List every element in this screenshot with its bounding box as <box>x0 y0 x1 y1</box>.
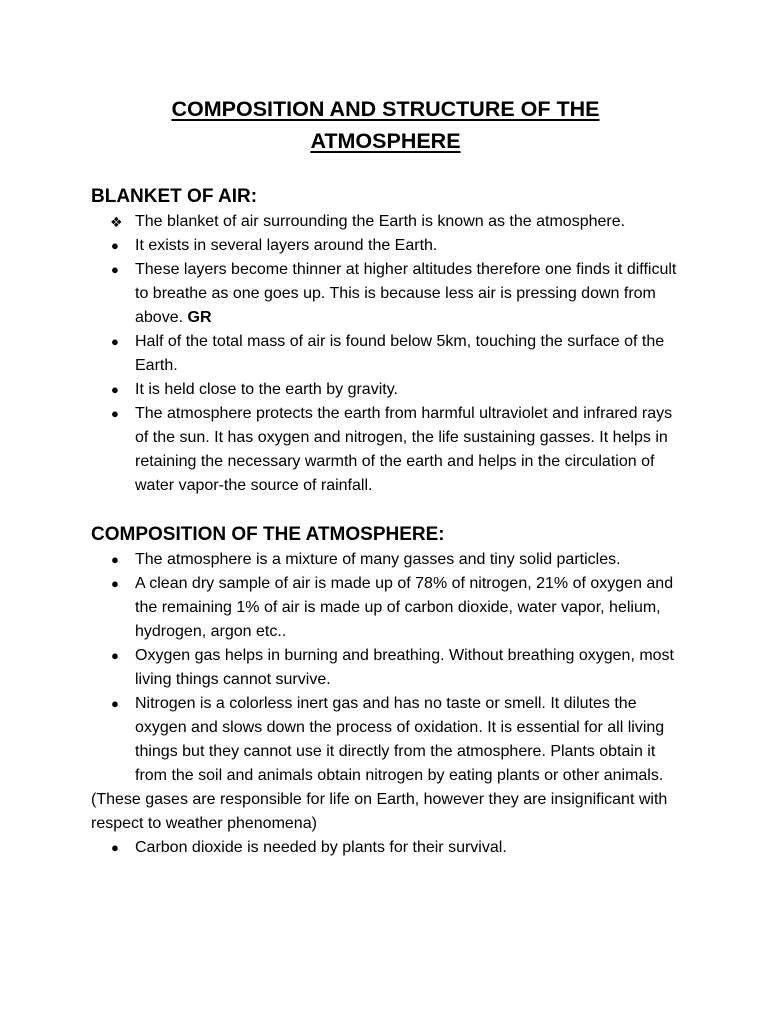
section-composition <box>91 522 680 860</box>
section-heading: BLANKET OF AIR: <box>91 186 258 207</box>
list-item <box>91 210 680 234</box>
section-blanket-of-air <box>91 184 680 498</box>
list-item <box>91 836 680 860</box>
bullet-icon: ● <box>111 406 119 421</box>
list-item-text: These layers become thinner at higher altitudes therefore one finds it difficult to breathe as one goes up. This is because less air is pressing down from above. <box>135 261 677 326</box>
list-item-text: It is held close to the earth by gravity. <box>135 381 398 398</box>
list-item <box>91 234 680 258</box>
list-item-text: The blanket of air surrounding the Earth is known as the atmosphere. <box>135 213 626 230</box>
bold-annotation: GR <box>187 309 212 326</box>
list-item <box>91 330 680 378</box>
list-item <box>91 572 680 644</box>
bullet-list <box>91 548 680 788</box>
note-paragraph: (These gases are responsible for life on Earth, however they are insignificant with respect to weather phenomena) <box>91 791 668 832</box>
list-item <box>91 378 680 402</box>
diamond-bullet-icon: ❖ <box>110 214 123 230</box>
bullet-icon: ● <box>111 334 119 349</box>
list-item <box>91 548 680 572</box>
bullet-icon: ● <box>111 696 119 711</box>
list-item-text: It exists in several layers around the Earth. <box>135 237 438 254</box>
list-item-text: Nitrogen is a colorless inert gas and has no taste or smell. It dilutes the oxygen and slows down the process of oxidation. It is essential for all living things but they cannot use it directly from the atmosphere. Plants obtain it from the soil and animals obtain nitrogen by eating plants or other animals. <box>135 695 665 784</box>
bullet-icon: ● <box>111 238 119 253</box>
list-item-text: The atmosphere is a mixture of many gasses and tiny solid particles. <box>135 551 621 568</box>
list-item-text: Oxygen gas helps in burning and breathing. Without breathing oxygen, most living things cannot survive. <box>135 647 674 688</box>
document-title: COMPOSITION AND STRUCTURE OF THE ATMOSPHERE <box>171 97 600 153</box>
bullet-list <box>91 210 680 498</box>
list-item <box>91 644 680 692</box>
bullet-icon: ● <box>111 262 119 277</box>
list-item-text: Half of the total mass of air is found below 5km, touching the surface of the Earth. <box>135 333 665 374</box>
bullet-icon: ● <box>111 840 119 855</box>
bullet-icon: ● <box>111 576 119 591</box>
list-item <box>91 258 680 330</box>
list-item <box>91 402 680 498</box>
list-item-text: The atmosphere protects the earth from harmful ultraviolet and infrared rays of the sun. It has oxygen and nitrogen, the life sustaining gasses. It helps in retaining the necessary warmth of the earth and helps in the circulation of water vapor-the source of rainfall. <box>135 405 673 494</box>
list-item-text: A clean dry sample of air is made up of 78% of nitrogen, 21% of oxygen and the remaining 1% of air is made up of carbon dioxide, water vapor, helium, hydrogen, argon etc.. <box>135 575 674 640</box>
list-item-text: Carbon dioxide is needed by plants for their survival. <box>135 839 507 856</box>
bullet-list <box>91 836 680 860</box>
section-heading: COMPOSITION OF THE ATMOSPHERE: <box>91 524 445 545</box>
bullet-icon: ● <box>111 382 119 397</box>
bullet-icon: ● <box>111 552 119 567</box>
bullet-icon: ● <box>111 648 119 663</box>
list-item <box>91 692 680 788</box>
